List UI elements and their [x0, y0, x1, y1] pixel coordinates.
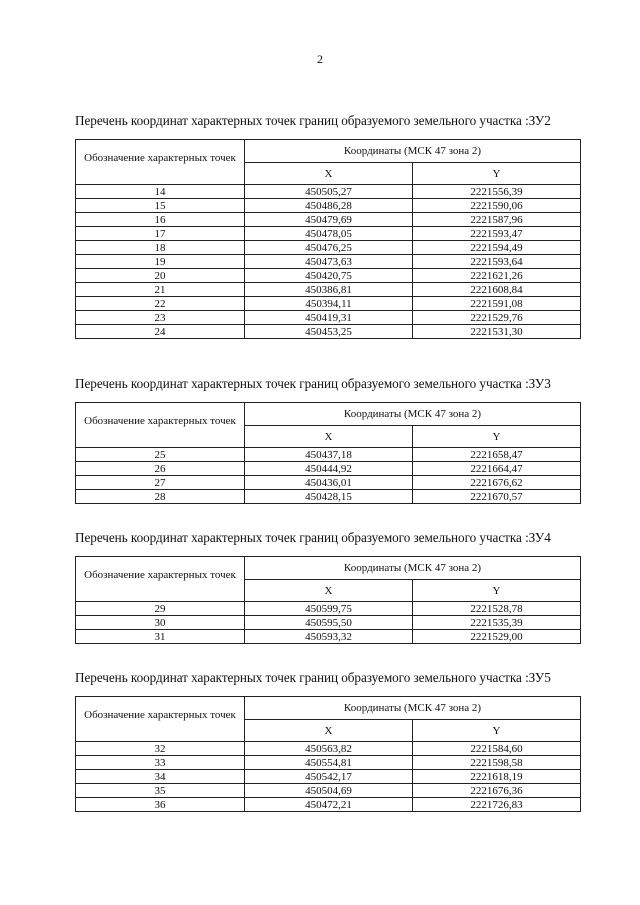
point-id-cell: 36: [76, 798, 245, 812]
point-id-cell: 24: [76, 325, 245, 339]
table-row: [76, 227, 581, 241]
point-id-cell: 34: [76, 770, 245, 784]
table-row: [76, 602, 581, 616]
point-id-cell: 27: [76, 476, 245, 490]
x-column-header: X: [245, 163, 413, 185]
point-id-cell: 23: [76, 311, 245, 325]
x-coordinate-cell: 450479,69: [245, 213, 413, 227]
y-coordinate-cell: 2221608,84: [413, 283, 581, 297]
table-header-row: [76, 697, 581, 720]
coordinates-table: [75, 696, 581, 812]
point-id-cell: 19: [76, 255, 245, 269]
x-coordinate-cell: 450486,28: [245, 199, 413, 213]
y-coordinate-cell: 2221594,49: [413, 241, 581, 255]
x-coordinate-cell: 450386,81: [245, 283, 413, 297]
coordinates-table: [75, 556, 581, 644]
point-id-cell: 32: [76, 742, 245, 756]
y-coordinate-cell: 2221528,78: [413, 602, 581, 616]
x-coordinate-cell: 450428,15: [245, 490, 413, 504]
coordinates-table: [75, 402, 581, 504]
table-row: [76, 325, 581, 339]
coordinates-column-header: Координаты (МСК 47 зона 2): [245, 697, 581, 720]
x-column-header: X: [245, 720, 413, 742]
x-coordinate-cell: 450505,27: [245, 185, 413, 199]
y-coordinate-cell: 2221664,47: [413, 462, 581, 476]
x-coordinate-cell: 450419,31: [245, 311, 413, 325]
point-id-cell: 30: [76, 616, 245, 630]
table-row: [76, 283, 581, 297]
point-id-cell: 18: [76, 241, 245, 255]
table-row: [76, 448, 581, 462]
page-number: 2: [317, 52, 323, 66]
table-row: [76, 630, 581, 644]
table-row: [76, 756, 581, 770]
table-header-row: [76, 140, 581, 163]
y-coordinate-cell: 2221726,83: [413, 798, 581, 812]
table-header-row: [76, 403, 581, 426]
x-coordinate-cell: 450593,32: [245, 630, 413, 644]
table-row: [76, 269, 581, 283]
point-id-cell: 14: [76, 185, 245, 199]
y-coordinate-cell: 2221591,08: [413, 297, 581, 311]
point-id-cell: 33: [76, 756, 245, 770]
x-coordinate-cell: 450472,21: [245, 798, 413, 812]
x-coordinate-cell: 450436,01: [245, 476, 413, 490]
x-coordinate-cell: 450420,75: [245, 269, 413, 283]
point-id-cell: 35: [76, 784, 245, 798]
table-row: [76, 213, 581, 227]
y-coordinate-cell: 2221590,06: [413, 199, 581, 213]
point-column-header: Обозначение характерных точек: [76, 557, 245, 602]
table-row: [76, 798, 581, 812]
point-id-cell: 28: [76, 490, 245, 504]
x-coordinate-cell: 450554,81: [245, 756, 413, 770]
y-coordinate-cell: 2221529,00: [413, 630, 581, 644]
y-column-header: Y: [413, 720, 581, 742]
x-coordinate-cell: 450444,92: [245, 462, 413, 476]
y-coordinate-cell: 2221598,58: [413, 756, 581, 770]
table-row: [76, 462, 581, 476]
x-coordinate-cell: 450595,50: [245, 616, 413, 630]
section-title: Перечень координат характерных точек границ образуемого земельного участка :ЗУ5: [75, 670, 551, 685]
point-id-cell: 29: [76, 602, 245, 616]
y-column-header: Y: [413, 163, 581, 185]
x-coordinate-cell: 450437,18: [245, 448, 413, 462]
point-id-cell: 20: [76, 269, 245, 283]
point-id-cell: 16: [76, 213, 245, 227]
x-coordinate-cell: 450599,75: [245, 602, 413, 616]
table-header-row: [76, 557, 581, 580]
coordinates-column-header: Координаты (МСК 47 зона 2): [245, 557, 581, 580]
table-row: [76, 476, 581, 490]
point-column-header: Обозначение характерных точек: [76, 697, 245, 742]
point-id-cell: 25: [76, 448, 245, 462]
x-coordinate-cell: 450476,25: [245, 241, 413, 255]
x-coordinate-cell: 450453,25: [245, 325, 413, 339]
point-id-cell: 26: [76, 462, 245, 476]
section-title: Перечень координат характерных точек границ образуемого земельного участка :ЗУ3: [75, 376, 551, 391]
y-coordinate-cell: 2221670,57: [413, 490, 581, 504]
table-row: [76, 490, 581, 504]
table-row: [76, 770, 581, 784]
x-coordinate-cell: 450478,05: [245, 227, 413, 241]
y-coordinate-cell: 2221529,76: [413, 311, 581, 325]
point-id-cell: 22: [76, 297, 245, 311]
x-coordinate-cell: 450563,82: [245, 742, 413, 756]
y-coordinate-cell: 2221593,47: [413, 227, 581, 241]
coordinates-column-header: Координаты (МСК 47 зона 2): [245, 140, 581, 163]
point-column-header: Обозначение характерных точек: [76, 403, 245, 448]
table-row: [76, 199, 581, 213]
y-coordinate-cell: 2221587,96: [413, 213, 581, 227]
table-row: [76, 241, 581, 255]
y-coordinate-cell: 2221658,47: [413, 448, 581, 462]
point-id-cell: 21: [76, 283, 245, 297]
point-id-cell: 15: [76, 199, 245, 213]
table-row: [76, 255, 581, 269]
y-coordinate-cell: 2221584,60: [413, 742, 581, 756]
section-title: Перечень координат характерных точек границ образуемого земельного участка :ЗУ2: [75, 113, 551, 128]
x-column-header: X: [245, 426, 413, 448]
x-coordinate-cell: 450473,63: [245, 255, 413, 269]
x-column-header: X: [245, 580, 413, 602]
y-coordinate-cell: 2221531,30: [413, 325, 581, 339]
y-coordinate-cell: 2221676,36: [413, 784, 581, 798]
coordinates-table: [75, 139, 581, 339]
y-coordinate-cell: 2221618,19: [413, 770, 581, 784]
x-coordinate-cell: 450542,17: [245, 770, 413, 784]
y-column-header: Y: [413, 426, 581, 448]
table-row: [76, 742, 581, 756]
y-coordinate-cell: 2221676,62: [413, 476, 581, 490]
section-title: Перечень координат характерных точек границ образуемого земельного участка :ЗУ4: [75, 530, 551, 545]
x-coordinate-cell: 450394,11: [245, 297, 413, 311]
y-coordinate-cell: 2221621,26: [413, 269, 581, 283]
coordinates-column-header: Координаты (МСК 47 зона 2): [245, 403, 581, 426]
y-coordinate-cell: 2221535,39: [413, 616, 581, 630]
y-column-header: Y: [413, 580, 581, 602]
table-row: [76, 311, 581, 325]
point-id-cell: 31: [76, 630, 245, 644]
point-id-cell: 17: [76, 227, 245, 241]
table-row: [76, 616, 581, 630]
point-column-header: Обозначение характерных точек: [76, 140, 245, 185]
y-coordinate-cell: 2221556,39: [413, 185, 581, 199]
y-coordinate-cell: 2221593,64: [413, 255, 581, 269]
table-row: [76, 784, 581, 798]
table-row: [76, 185, 581, 199]
table-row: [76, 297, 581, 311]
x-coordinate-cell: 450504,69: [245, 784, 413, 798]
